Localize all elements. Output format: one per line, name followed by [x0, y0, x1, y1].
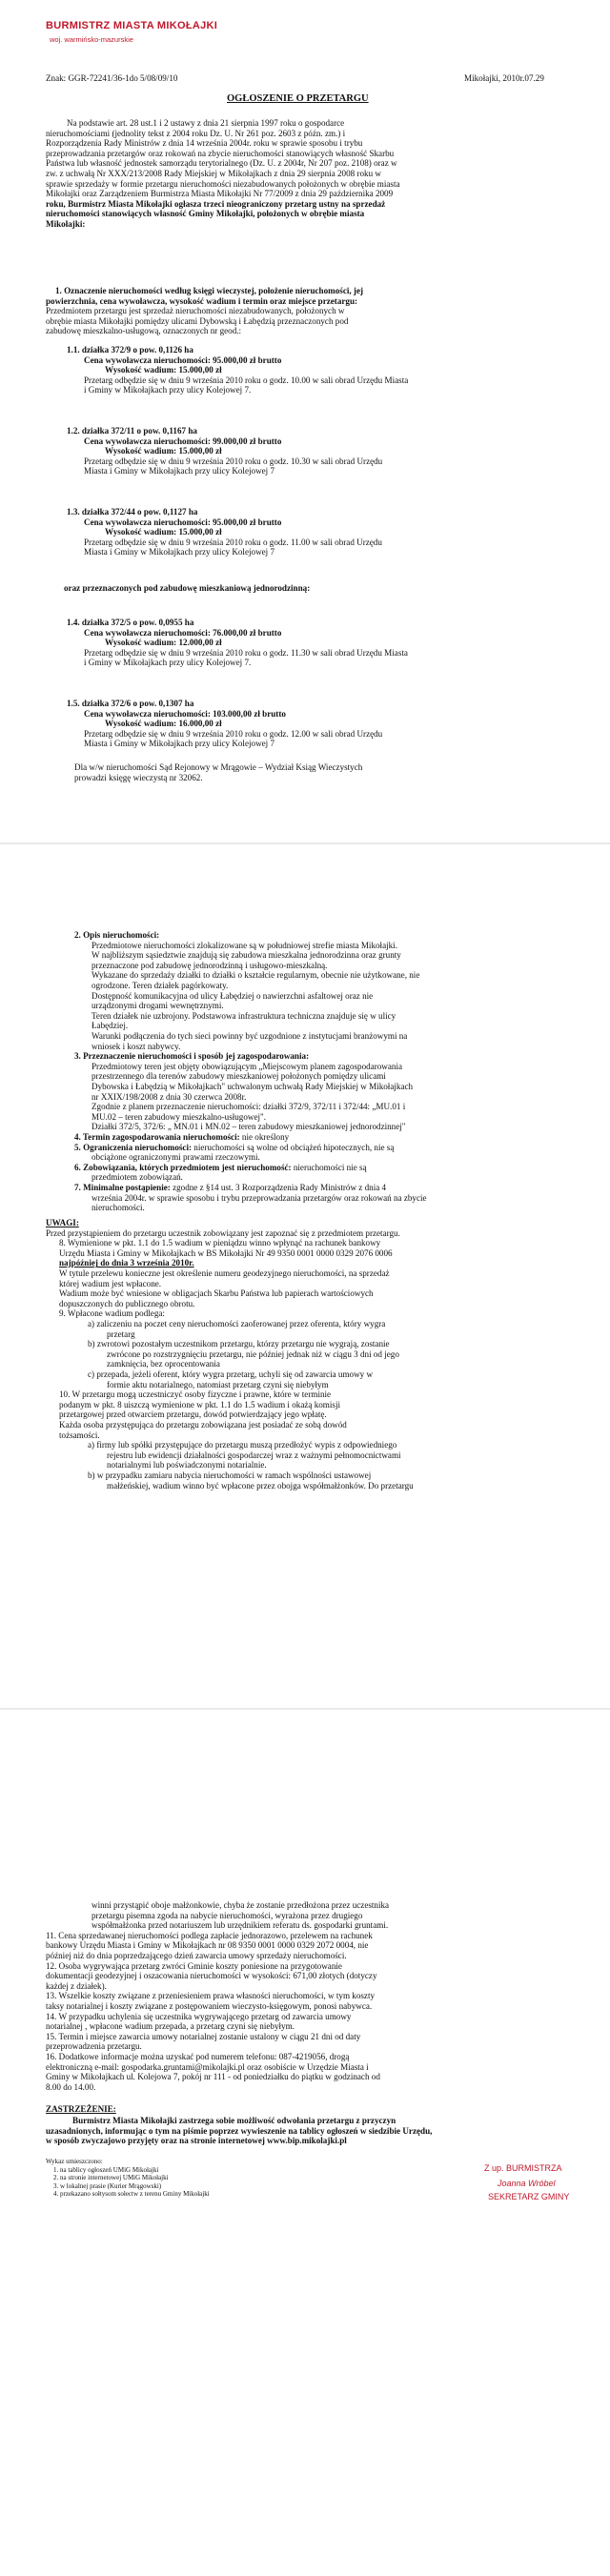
reservation-line: uzasadnionych, informując o tym na piśmie poprzez wywieszenie na tablicy ogłoszeń w siedzibie Urzędu,: [46, 2125, 433, 2136]
remark-line: zamknięcia, bez oprocentowania: [107, 1359, 220, 1369]
intro-line: roku, Burmistrz Miasta Mikołajki ogłasza trzeci nieograniczony przetarg ustny na sprzedaż: [46, 198, 386, 209]
intro-line: zw. z uchwałą Nr XXX/213/2008 Rady Miejskiej w Mikołajkach z dnia 29 sierpnia 2008 roku w: [46, 169, 381, 178]
text-line: MU.02 – teren zabudowy mieszkalno-usługowej".: [92, 1111, 267, 1122]
page-3: [0, 1714, 610, 2571]
remark-line: 8. Wymienione w pkt. 1.1 do 1.5 wadium w pieniądzu winno wpłynąć na rachunek bankowy: [59, 1238, 381, 1248]
text-line: Działki 372/5, 372/6: „ MN.01 i MN.02 – teren zabudowy mieszkaniowej jednorodzinnej": [92, 1122, 406, 1132]
numbered-line: 7. Minimalne postąpienie: zgodne z §14 ust. 3 Rozporządzenia Rady Ministrów z dnia 4: [74, 1183, 387, 1192]
section-1-line: Przedmiotem przetargu jest sprzedaż nieruchomości niezabudowanych, położonych w: [46, 306, 345, 316]
intro-line: nieruchomościami (jednolity tekst z 2004 roku Dz. U. Nr 261 poz. 2603 z późn. zm.) i: [46, 128, 346, 138]
distribution-item: 4. przekazano sołtysom sołectw z terenu Gminy Mikołajki: [53, 2190, 210, 2199]
term-line: 8.00 do 14.00.: [46, 2081, 96, 2092]
lot-auction-place: Miasta i Gminy w Mikołajkach przy ulicy Kolejowej 7: [84, 466, 275, 477]
remark-line: Przed przystąpieniem do przetargu uczestnik zobowiązany jest zapoznać się z przedmiotem przetargu.: [46, 1227, 400, 1238]
remark-line: formie aktu notarialnego, natomiast przetarg czyni się niebyłym: [107, 1379, 329, 1389]
remark-line: [46, 1218, 79, 1228]
bold-prefix: 4. Termin zagospodarowania nieruchomości:: [74, 1132, 242, 1142]
page-1: [0, 0, 610, 839]
place-and-date: Mikołajki, 2010r.07.29: [464, 73, 544, 83]
term-line: 12. Osoba wygrywająca przetarg zwróci Gminie koszty poniesione na przygotowanie: [46, 1960, 342, 1971]
term-line: Gminy w Mikołajkach ul. Kolejowa 7, pokój nr 111 - od poniedziałku do piątku w godzinach od: [46, 2072, 380, 2082]
text-line: przestrzennego dla terenów zabudowy mieszkaniowej położonych pomiędzy ulicami: [92, 1071, 386, 1082]
remark-line: małżeńskiej, wadium winno być wpłacone przez obojga współmałżonków. Do przetargu: [107, 1480, 414, 1491]
remark-line: której wadium jest wpłacone.: [59, 1278, 162, 1288]
text-line: Wykazane do sprzedaży działki to działki o kształcie regularnym, obecnie nie użytkowane, nie: [92, 970, 420, 981]
term-line: każdej z działek).: [46, 1980, 107, 1991]
text-line: nr XXIX/198/2008 z dnia 30 czerwca 2008r.: [92, 1091, 247, 1102]
reservation-heading: ZASTRZEŻENIE:: [46, 2104, 116, 2114]
remark-line: Wadium może być wniesione w obligacjach Skarbu Państwa lub papierach wartościowych: [59, 1288, 374, 1299]
numbered-line: 6. Zobowiązania, których przedmiotem jest nieruchomość: nieruchomości nie są: [74, 1162, 367, 1172]
bold-prefix: 3. Przeznaczenie nieruchomości i sposób jej zagospodarowania:: [74, 1051, 310, 1062]
remark-line: przetarg: [107, 1329, 135, 1339]
intro-line: sprawie sprzedaży w formie przetargu nieruchomości niezabudowanych położonych w obrębie miasta: [46, 178, 400, 189]
remark-line: b) zwrotowi pozostałym uczestnikom przetargu, którzy przetargu nie wygrają, zostanie: [88, 1339, 390, 1349]
lot-auction-place: Miasta i Gminy w Mikołajkach przy ulicy Kolejowej 7: [84, 739, 275, 749]
reference-number: Znak: GGR-72241/36-1do 5/08/09/10: [46, 73, 178, 83]
remark-line: rejestru lub ewidencji działalności gospodarczej wraz z ważnymi pełnomocnictwami: [107, 1450, 401, 1460]
letterhead-subtitle: woj. warmińsko-mazurskie: [50, 35, 133, 44]
lot-auction-place: Miasta i Gminy w Mikołajkach przy ulicy Kolejowej 7: [84, 547, 275, 558]
lot-price: Cena wywoławcza nieruchomości: 76.000,00 zł brutto: [84, 627, 282, 638]
single-family-heading: oraz przeznaczonych pod zabudowę mieszkaniową jednorodzinną:: [64, 583, 311, 593]
stamp-line-1: Z up. BURMISTRZA: [484, 2163, 562, 2173]
page-2: [0, 848, 610, 1491]
numbered-line: [74, 1051, 309, 1062]
letterhead-title: BURMISTRZ MIASTA MIKOŁAJKI: [46, 20, 218, 31]
remark-line: przetargowej przed otwarciem przetargu, dowód potwierdzający jego wpłatę.: [59, 1410, 327, 1420]
term-line: 16. Dodatkowe informacje można uzyskać pod numerem telefonu: 087-4219056, drogą: [46, 2052, 350, 2061]
remark-line: 10. W przetargu mogą uczestniczyć osoby fizyczne i prawne, które w terminie: [59, 1389, 332, 1400]
term-line: winni przystąpić oboje małżonkowie, chyba że zostanie przedłożona przez uczestnika: [92, 1900, 390, 1910]
lot-auction-time: Przetarg odbędzie się w dniu 9 września 2010 roku o godz. 10.00 w sali obrad Urzędu Miasta: [84, 375, 409, 385]
lot-price: Cena wywoławcza nieruchomości: 103.000,00 zł brutto: [84, 708, 286, 719]
remark-line: b) w przypadku zamiaru nabycia nieruchomości w ramach wspólności ustawowej: [88, 1471, 372, 1480]
intro-line: nieruchomości stanowiących własność Gminy Mikołajki, położonych w obrębie miasta: [46, 209, 365, 219]
remark-line: a) firmy lub spółki przystępujące do przetargu muszą przedłożyć wypis z odpowiedniego: [88, 1440, 397, 1450]
text-line: nieruchomości.: [92, 1203, 145, 1213]
lot-auction-time: Przetarg odbędzie się w dniu 9 września 2010 roku o godz. 10.30 w sali obrad Urzędu: [84, 456, 383, 466]
remark-line: c) przepada, jeżeli oferent, który wygra przetarg, uchyli się od zawarcia umowy w: [88, 1369, 374, 1379]
reservation-line: w sposób zwyczajowo przyjęty oraz na stronie internetowej www.bip.mikolajki.pl: [46, 2136, 347, 2146]
lot-price: Cena wywoławcza nieruchomości: 95.000,00 zł brutto: [84, 517, 282, 527]
numbered-line: 4. Termin zagospodarowania nieruchomości: nie określony: [74, 1132, 290, 1142]
lot-price: Cena wywoławcza nieruchomości: 95.000,00 zł brutto: [84, 355, 282, 365]
lot-price: Cena wywoławcza nieruchomości: 99.000,00 zł brutto: [84, 436, 282, 446]
term-line: dokumentacji geodezyjnej i oszacowania nieruchomości w wysokości: 671,00 złotych (dotyczy: [46, 1971, 377, 1981]
bold-prefix: UWAGI:: [46, 1218, 79, 1227]
stamp-signature: Joanna Wróbel: [498, 2179, 556, 2188]
intro-line: Państwa lub własność jednostek samorządu terytorialnego (Dz. U. z 2004r, Nr 207 poz. 2108) oraz w: [46, 158, 397, 169]
term-line: przetargu pisemna zgoda na nabycie nieruchomości, wyrażona przez drugiego: [92, 1910, 363, 1920]
signature-stamp: [484, 2163, 589, 2249]
intro-line: Mikołajki oraz Zarządzeniem Burmistrza Miasta Mikołajki Nr 77/2009 z dnia 29 października 2009: [46, 189, 394, 199]
text-line: Przedmiotowe nieruchomości zlokalizowane są w południowej strefie miasta Mikołajki.: [92, 940, 397, 950]
remark-line: podanym w pkt. 8 uiszczą wymienione w pkt. 1.1 do 1.5 wadium i okażą komisji: [59, 1399, 340, 1410]
remark-line: a) zaliczeniu na poczet ceny nieruchomości zaoferowanej przez oferenta, który wygra: [88, 1319, 386, 1329]
section-1-line: 1. Oznaczenie nieruchomości według księgi wieczystej, położenie nieruchomości, jej: [55, 286, 364, 295]
term-line: współmałżonka przed notariuszem lub urzędnikiem referatu ds. gospodarki gruntami.: [92, 1920, 389, 1931]
lot-deposit: Wysokość wadium: 15.000,00 zł: [105, 365, 222, 375]
numbered-line: 5. Ograniczenia nieruchomości: nieruchomości są wolne od obciążeń hipotecznych, nie są: [74, 1142, 395, 1152]
bold-prefix: 6. Zobowiązania, których przedmiotem jest nieruchomość:: [74, 1162, 294, 1172]
text-line: wniosek i koszt nabywcy.: [92, 1041, 181, 1051]
lot-label: 1.3. działka 372/44 o pow. 0,1127 ha: [67, 507, 198, 517]
lot-deposit: Wysokość wadium: 15.000,00 zł: [105, 446, 222, 456]
lot-deposit: Wysokość wadium: 16.000,00 zł: [105, 719, 222, 729]
remark-line: dopuszczonych do publicznego obrotu.: [59, 1298, 195, 1308]
text-line: Dybowska i Łabędzią w Mikołajkach" uchwalonym uchwałą Rady Miejskiej w Mikołajkach: [92, 1082, 414, 1091]
term-line: elektroniczną e-mail: gospodarka.gruntami@mikolajki.pl oraz osobiście w Urzędzie Miasta i: [46, 2061, 369, 2072]
text-line: Łabędziej.: [92, 1021, 129, 1031]
bold-prefix: najpóźniej do dnia 3 września 2010r.: [59, 1258, 194, 1268]
register-line: prowadzi księgę wieczystą nr 32062.: [74, 772, 203, 782]
remark-line: W tytule przelewu konieczne jest określenie numeru geodezyjnego nieruchomości, na sprzedaż: [59, 1268, 390, 1278]
lot-auction-place: i Gminy w Mikołajkach przy ulicy Kolejowej 7.: [84, 385, 252, 396]
text-line: przeznaczone pod zabudowę jednorodzinną i usługowo-mieszkalną.: [92, 960, 328, 970]
lot-label: 1.1. działka 372/9 o pow. 0,1126 ha: [67, 345, 193, 355]
term-line: notarialnej , wpłacone wadium przepada, a przetarg czyni się niebyłym.: [46, 2021, 295, 2032]
bold-prefix: 5. Ograniczenia nieruchomości:: [74, 1142, 194, 1152]
term-line: bankowy Urzędu Miasta i Gminy w Mikołajkach nr 08 9350 0001 0000 0329 2072 0004, nie: [46, 1940, 369, 1951]
stamp-line-3: SEKRETARZ GMINY: [488, 2192, 570, 2201]
text-line: Warunki podłączenia do tych sieci powinny być uzgodnione z instytucjami branżowymi na: [92, 1031, 408, 1041]
register-line: Dla w/w nieruchomości Sąd Rejonowy w Mrągowie – Wydział Ksiąg Wieczystych: [74, 762, 363, 772]
intro-line: przeprowadzania przetargów oraz rokowań na zbycie nieruchomości stanowiących własność Skarbu: [46, 148, 395, 158]
bold-prefix: 2. Opis nieruchomości:: [74, 930, 160, 940]
numbered-line: [74, 930, 159, 941]
text-line: Teren działek nie uzbrojony. Podstawowa infrastruktura techniczna znajduje się w ulicy: [92, 1010, 396, 1021]
term-line: 15. Termin i miejsce zawarcia umowy notarialnej zostanie ustalony w ciągu 21 dni od daty: [46, 2031, 361, 2041]
lot-label: 1.2. działka 372/11 o pow. 0,1167 ha: [67, 426, 197, 436]
remark-line: 9. Wpłacone wadium podlega:: [59, 1308, 165, 1319]
intro-line: Rozporządzenia Rady Ministrów z dnia 14 września 2004r. roku w sprawie sposobu i trybu: [46, 138, 363, 149]
text-line: Dostępność komunikacyjna od ulicy Łabędziej o nawierzchni asfaltowej oraz nie: [92, 990, 374, 1001]
term-line: przeprowadzenia przetargu.: [46, 2041, 142, 2052]
term-line: taksy notarialnej i koszty związane z postępowaniem wieczysto-księgowym, ponosi nabywca.: [46, 2001, 373, 2011]
text-line: W najbliższym sąsiedztwie znajdują się zabudowa mieszkalna jednorodzinna oraz grunty: [92, 950, 401, 961]
term-line: później niż do dnia poprzedzającego dzień zawarcia umowy sprzedaży nieruchomości.: [46, 1951, 347, 1960]
lot-deposit: Wysokość wadium: 15.000,00 zł: [105, 527, 222, 538]
distribution-item: 1. na tablicy ogłoszeń UMiG Mikołajki: [53, 2166, 159, 2174]
text-line: września 2004r. w sprawie sposobu i trybu przeprowadzania przetargów oraz rokowań na zbycie: [92, 1192, 427, 1203]
lot-auction-place: i Gminy w Mikołajkach przy ulicy Kolejowej 7.: [84, 658, 252, 668]
text-line: urządzonymi drogami wewnętrznymi.: [92, 1001, 224, 1011]
lot-auction-time: Przetarg odbędzie się w dniu 9 września 2010 roku o godz. 11.30 w sali obrad Urzędu Miasta: [84, 647, 408, 658]
text-line: obciążone ograniczonymi prawami rzeczowymi.: [92, 1152, 260, 1163]
intro-line: Na podstawie art. 28 ust.1 i 2 ustawy z dnia 21 sierpnia 1997 roku o gospodarce: [67, 118, 345, 128]
remark-line: zwrócone po rozstrzygnięciu przetargu, nie później jednak niż w ciągu 3 dni od jego: [107, 1349, 399, 1359]
text-line: przedmiotem zobowiązań.: [92, 1172, 183, 1183]
remark-line: notarialnymi lub poświadczonymi notarialnie.: [107, 1460, 267, 1471]
lot-deposit: Wysokość wadium: 12.000,00 zł: [105, 638, 222, 648]
section-1-line: powierzchnia, cena wywoławcza, wysokość wadium i termin oraz miejsce przetargu:: [46, 295, 358, 306]
bold-prefix: 7. Minimalne postąpienie:: [74, 1183, 173, 1192]
term-line: 11. Cena sprzedawanej nieruchomości podlega zapłacie jednorazowo, przelewem na rachunek: [46, 1930, 373, 1940]
text-line: Zgodnie z planem przeznaczenie nieruchomości: działki 372/9, 372/11 i 372/44: „MU.01 i: [92, 1102, 406, 1112]
text-line: Przedmiotowy teren jest objęty obowiązującym „Miejscowym planem zagospodarowania: [92, 1061, 403, 1071]
lot-auction-time: Przetarg odbędzie się w dniu 9 września 2010 roku o godz. 12.00 w sali obrad Urzędu: [84, 728, 383, 739]
distribution-item: 3. w lokalnej prasie (Kurier Mrągowski): [53, 2181, 162, 2190]
intro-line: Mikołajki:: [46, 219, 86, 229]
remark-line: [59, 1258, 194, 1268]
text-line: ogrodzone. Teren działek pagórkowaty.: [92, 981, 229, 990]
remark-line: tożsamości.: [59, 1430, 100, 1440]
section-1-line: obrębie miasta Mikołajki pomiędzy ulicami Dybowską i Łabędzią przeznaczonych pod: [46, 315, 349, 326]
term-line: 13. Wszelkie koszty związane z przeniesieniem prawa własności nieruchomości, w tym koszty: [46, 1991, 376, 2001]
remark-line: Każda osoba przystępująca do przetargu zobowiązana jest posiadać ze sobą dowód: [59, 1420, 347, 1430]
term-line: 14. W przypadku uchylenia się uczestnika wygrywającego przetarg od zawarcia umowy: [46, 2011, 352, 2021]
document-title: OGŁOSZENIE O PRZETARGU: [227, 93, 369, 104]
lot-label: 1.5. działka 372/6 o pow. 0,1307 ha: [67, 699, 194, 708]
remark-line: Urzędu Miasta i Gminy w Mikołajkach w BS Mikołajki Nr 49 9350 0001 0000 0329 2076 0006: [59, 1247, 393, 1258]
lot-auction-time: Przetarg odbędzie się w dniu 9 września 2010 roku o godz. 11.00 w sali obrad Urzędu: [84, 537, 382, 547]
lot-label: 1.4. działka 372/5 o pow. 0,0955 ha: [67, 618, 194, 627]
section-1-line: zabudowę mieszkalno-usługową, oznaczonych nr geod.:: [46, 326, 242, 336]
distribution-heading: Wykaz umieszczono:: [46, 2158, 103, 2165]
reservation-line: Burmistrz Miasta Mikołajki zastrzega sobie możliwość odwołania przetargu z przyczyn: [72, 2116, 396, 2125]
distribution-item: 2. na stronie internetowej UMiG Mikołajki: [53, 2174, 169, 2182]
